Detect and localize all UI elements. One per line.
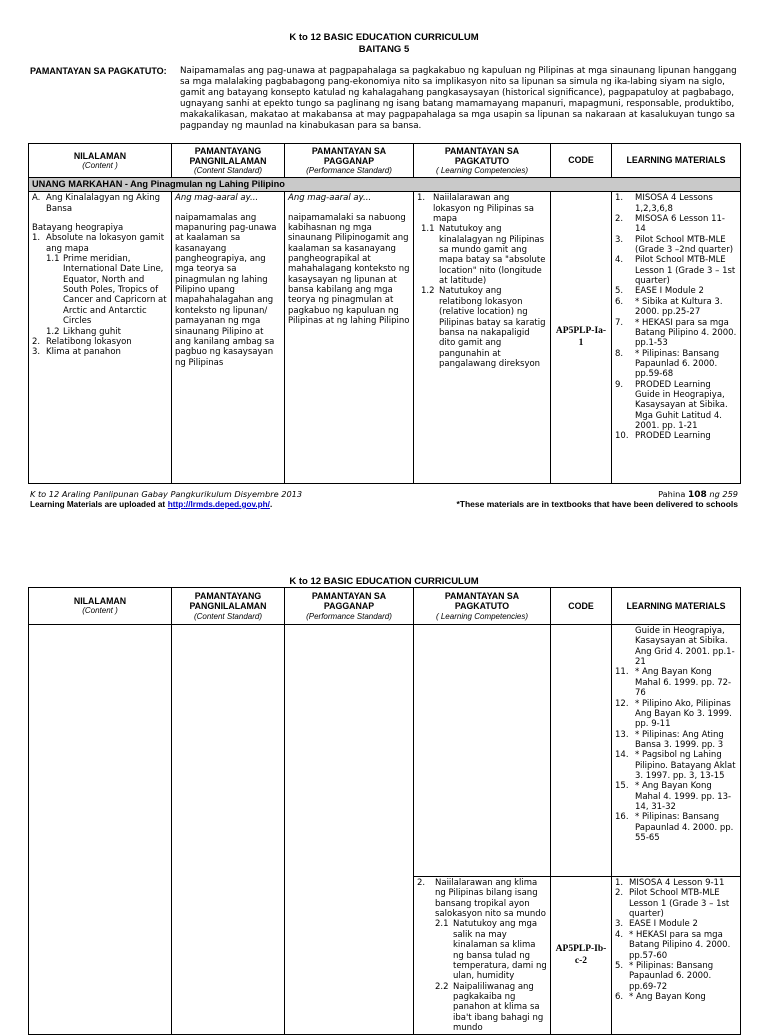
list-item: 16. * Pilipinas: Bansang Papaunlad 4. 2000. pp. 55-65 (615, 812, 734, 844)
list-item: 10. PRODED Learning (615, 431, 711, 442)
content-standard-cell-2 (172, 625, 285, 1035)
list-item: 1. MISOSA 4 Lessons 1,2,3,6,8 (615, 193, 713, 214)
curriculum-title-2: K to 12 BASIC EDUCATION CURRICULUM (289, 576, 479, 587)
competency-cell-2: 2. Naiilalarawan ang klima ng Pilipinas bilang isang bansang tropikal ayon salokasyon nito sa mundo 2.1 Natutukoy ang mga salik na may kinalaman sa klima ng bansa tulad ng temperatura, dami ng ulan, humidity 2.2 Naipaliliwanag ang pagkakaiba ng panahon at klima sa iba't ibang bahagi ng mundo (414, 877, 551, 1035)
performance-standard-cell-2 (285, 625, 414, 1035)
list-item: 14. * Pagsibol ng Lahing Pilipino. Batayang Aklat 3. 1997. pp. 3, 13-15 (615, 750, 736, 782)
lrmds-link[interactable]: http://lrmds.deped.gov.ph/ (167, 500, 270, 509)
list-item: 5. EASE I Module 2 (615, 286, 704, 297)
curriculum-title: K to 12 BASIC EDUCATION CURRICULUM (289, 32, 479, 43)
list-item: 3. Pilot School MTB-MLE (Grade 3 –2nd quarter) (615, 234, 734, 256)
materials-list (615, 193, 737, 442)
competency-cell: 1. Naiilalarawan ang lokasyon ng Pilipinas sa mapa 1.1 Natutukoy ang kinalalagyan ng Pilipinas sa mundo gamit ang mapa batay sa "absolute location" nito (longitude at latitude) 1.2 Natutukoy ang relatibong lokasyon (relative location) ng Pilipinas batay sa karatig bansa na nakapaligid dito gamit ang pangunahin at pangalawang direksyon (414, 192, 551, 484)
performance-standard-cell: Ang mag-aaral ay... naipamamalaki sa nabuong kabihasnan ng mga sinaunang Pilipinogamit ang kaalaman sa kasanayang pangheograpikal at mahahalagang konteksto ng kasaysayan ng lipunan at bansa kabilang ang mga teorya ng pinagmulan at pagkabuo ng kapuluan ng Pilipinas at ng lahing Pilipino (285, 192, 414, 484)
table-row (29, 625, 741, 877)
header-content: NILALAMAN (Content ) (29, 588, 172, 625)
quarter-title: UNANG MARKAHAN - Ang Pinagmulan ng Lahing Pilipino (29, 178, 741, 192)
header-row (29, 144, 741, 178)
curriculum-table-2 (28, 587, 741, 1035)
header-learning-competencies: PAMANTAYAN SA PAGKATUTO ( Learning Competencies) (414, 588, 551, 625)
header-content-standard: PAMANTAYANG PANGNILALAMAN (Content Standard) (172, 144, 285, 178)
header-learning-materials: LEARNING MATERIALS (612, 588, 741, 625)
list-item: 7. * HEKASI para sa mga Batang Pilipino 4. 2000. pp.1-53 (615, 317, 737, 349)
header-performance-standard: PAMANTAYAN SA PAGGANAP (Performance Standard) (285, 144, 414, 178)
table-row (29, 192, 741, 484)
header-code: CODE (551, 588, 612, 625)
learning-standard-text: Naipamamalas ang pag-unawa at pagpapahalaga sa pagkakabuo ng kapuluan ng Pilipinas at mga sinaunang lipunan hanggang sa mga malalaking pagbabagong pang-ekonomiya nito sa implikasyon nito sa lipunan sa simula ng ika-labing siyam na siglo, gamit ang batayang konsepto katulad ng kahalagahang pangkasaysayan (historical significance), pagpapatuloy at pagbabago, ugnayang sanhi at epekto tungo sa paglinang ng isang batang mamamayang mapanuri, mapagmuni, responsable, produktibo, makakalikasan, makatao at makabansa at may pagpapahalaga sa mga usapin sa lipunan sa nakaraan at kasalukuyan tungo sa pagpanday ng maunlad na kinabukasan para sa bansa. (180, 66, 737, 132)
footer-guide-title: K to 12 Araling Panlipunan Gabay Pangkurikulum Disyembre 2013 (30, 489, 303, 499)
materials-list-2 (615, 878, 737, 1002)
content-cell: A. Ang Kinalalagyan ng Aking Bansa Batayang heograpiya 1. Absolute na lokasyon gamit ang mapa 1.1 Prime meridian, International Date Line, Equator, North and South Poles, Tropics of Cancer and Capricorn at Arctic and Antarctic Circles 1.2 Likhang guhit 2. Relatibong lokasyon 3. Klima at panahon (29, 192, 172, 484)
uploaded-note: Learning Materials are uploaded at (30, 500, 166, 509)
learning-standard-label: PAMANTAYAN SA PAGKATUTO: (30, 66, 167, 76)
header-row-2 (29, 588, 741, 625)
content-cell-2 (29, 625, 172, 1035)
header-content: NILALAMAN (Content ) (29, 144, 172, 178)
header-code: CODE (551, 144, 612, 178)
header-learning-competencies: PAMANTAYAN SA PAGKATUTO ( Learning Competencies) (414, 144, 551, 178)
materials-cell-cont (612, 625, 741, 877)
list-item: Guide in Heograpiya, Kasaysayan at Sibika. Ang Grid 4. 2001. pp.1-21 (635, 626, 735, 668)
list-item: 5. * Pilipinas: Bansang Papaunlad 6. 2000. pp.69-72 (615, 960, 714, 992)
header-performance-standard: PAMANTAYAN SA PAGGANAP (Performance Standard) (285, 588, 414, 625)
materials-cell (612, 192, 741, 484)
list-item: 8. * Pilipinas: Bansang Papaunlad 6. 2000. pp.59-68 (615, 348, 720, 380)
materials-cell-2 (612, 877, 741, 1035)
header-learning-materials: LEARNING MATERIALS (612, 144, 741, 178)
list-item: 2. Pilot School MTB-MLE Lesson 1 (Grade 3 – 1st quarter) (615, 888, 730, 920)
list-item: 6. * Sibika at Kultura 3. 2000. pp.25-27 (615, 296, 723, 318)
list-item: 6. * Ang Bayan Kong (615, 991, 706, 1002)
page-2 (0, 572, 768, 1034)
list-item: 4. * HEKASI para sa mga Batang Pilipino 4. 2000. pp.57-60 (615, 929, 731, 961)
content-standard-cell: Ang mag-aaral ay... naipamamalas ang mapanuring pag-unawa at kaalaman sa kasanayang pangheograpiya, ang mga teorya sa pinagmulan ng lahing Pilipino upang mapahahalagahan ang konteksto ng lipunan/ pamayanan ng mga sinaunang Pilipino at ang kanilang ambag sa pagbuo ng kasaysayan ng Pilipinas (172, 192, 285, 484)
list-item: 2. MISOSA 6 Lesson 11- 14 (615, 213, 725, 235)
curriculum-table (28, 143, 741, 484)
list-item: 11. * Ang Bayan Kong Mahal 6. 1999. pp. 72-76 (615, 667, 732, 699)
quarter-row (29, 178, 741, 192)
grade-title: BAITANG 5 (358, 44, 410, 55)
header-content-standard: PAMANTAYANG PANGNILALAMAN (Content Standard) (172, 588, 285, 625)
page-number: Pahina 108 ng 259 (658, 489, 738, 500)
list-item: 9. PRODED Learning Guide in Heograpiya, Kasaysayan at Sibika. Mga Guhit Latitud 4. 2001. pp. 1-21 (615, 379, 728, 432)
textbook-note: *These materials are in textbooks that have been delivered to schools (456, 499, 738, 509)
list-item: 3. EASE I Module 2 (615, 919, 698, 930)
code-cell: AP5PLP-Ia-1 (551, 192, 612, 484)
competency-cell-empty (414, 625, 551, 877)
list-item: 1. MISOSA 4 Lesson 9-11 (615, 878, 725, 888)
list-item: 13. * Pilipinas: Ang Ating Bansa 3. 1999. pp. 3 (615, 729, 724, 750)
list-item: 12. * Pilipino Ako, Pilipinas Ang Bayan Ko 3. 1999. pp. 9-11 (615, 698, 732, 730)
list-item: 4. Pilot School MTB-MLE Lesson 1 (Grade 3 – 1st quarter) (615, 255, 736, 287)
list-item: 15. * Ang Bayan Kong Mahal 4. 1999. pp. 13-14, 31-32 (615, 781, 732, 813)
materials-list-cont (615, 626, 737, 844)
code-cell-empty (551, 625, 612, 877)
footer-line-2: Learning Materials are uploaded at http://lrmds.deped.gov.ph/. *These materials are in textbooks that have been delivered to schools (30, 499, 738, 509)
code-cell-2: AP5PLP-Ib-c-2 (551, 877, 612, 1035)
learning-standard (30, 66, 740, 132)
footer-line-1 (30, 489, 738, 499)
